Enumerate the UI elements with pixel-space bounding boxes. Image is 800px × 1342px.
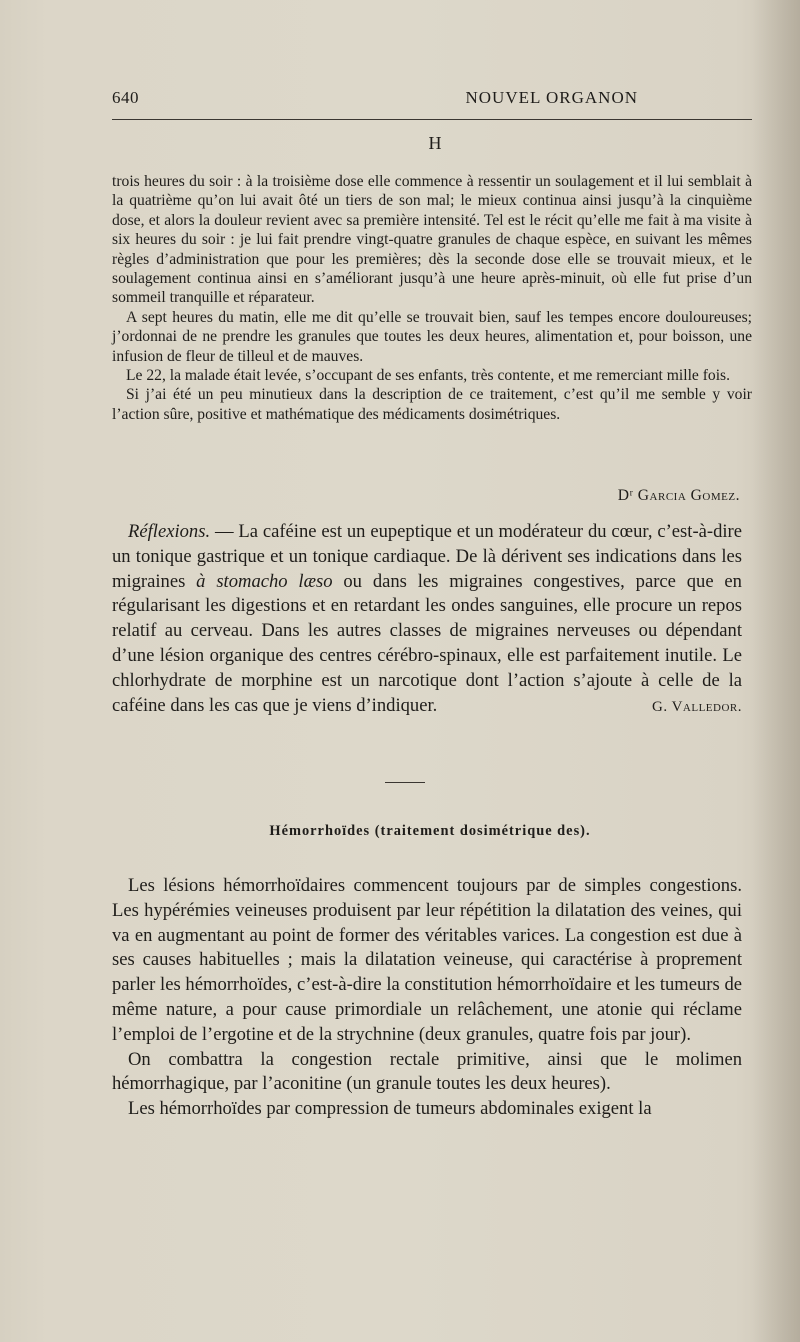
paragraph: Les hémorrhoïdes par compression de tumeurs abdominales exigent la [128, 1098, 652, 1120]
reflexions-signature [636, 694, 742, 720]
paragraph: trois heures du soir : à la troisième dose elle commence à ressentir un soulagement et il lui semblait à la quatrième qu’on lui avait ôté un tiers de son mal; le mieux continua ainsi jusqu’à la cinquième dose, et alors la douleur revient avec sa première intensité. Tel est le récit qu’elle me fait à ma visite à six heures du soir : je lui fait prendre vingt-quatre granules de chaque espèce, en suivant les mêmes règles d’administration que pour les premières; dès la seconde dose elle se trouvait mieux, et le soulagement continua ainsi en s’améliorant jusqu’à une heure après-minuit, où elle fut prise d’un sommeil tranquille et réparateur. [112, 173, 752, 307]
paragraph: On combattra la congestion rectale primitive, ainsi que le molimen hémorrhagique, par l’aconitine (un granule toutes les deux heures). [112, 1048, 742, 1095]
case-report-signature [112, 487, 740, 505]
running-title: NOUVEL ORGANON [465, 88, 638, 107]
paragraph: Le 22, la malade était levée, s’occupant de ses enfants, très contente, et me remerciant mille fois. [126, 367, 731, 385]
section-separator [385, 782, 425, 783]
paragraph: Les lésions hémorrhoïdaires commencent toujours par de simples congestions. Les hypérémies veineuses produisent par leur répétition la dilatation des veines, qui va en augmentant au point de former des véritables varices. La congestion est due à ses causes habituelles ; mais la dilatation veineuse, qui caractérise à proprement parler les hémorrhoïdes, c’est-à-dire la constitution hémorrhoïdaire et les tumeurs de même nature, a pour cause primordiale un relâchement, une atonie qui réclame l’emploi de l’ergotine et de la strychnine (deux granules, quatre fois par jour). [112, 875, 742, 1045]
reflexions-lead: Réflexions. [128, 521, 211, 542]
reflexions-paragraph [112, 520, 742, 718]
signature-prefix: Dʳ [617, 487, 634, 504]
section-body [112, 874, 742, 1122]
header-rule [112, 119, 752, 120]
reflexions-latin-phrase: à stomacho læso [196, 570, 333, 592]
section-letter: H [428, 133, 442, 153]
page-edge-shadow [752, 0, 800, 1342]
case-report-text [112, 172, 752, 424]
reflexions-text: — La caféine est un eupeptique et un modérateur du cœur, c’est-à-dire un tonique gastrique et un tonique cardiaque. De là dérivent ses indications dans les migraines [112, 521, 742, 592]
reflexions-signature-name: G. Valledor. [652, 698, 742, 715]
section-title: Hémorrhoïdes (traitement dosimétrique des). [269, 823, 591, 839]
reflexions-text-after: ou dans les migraines congestives, parce que en régularisant les digestions et en retardant les ondes sanguines, elle procure un repos relatif au cerveau. Dans les autres classes de migraines nerveuses ou dépendant d’une lésion organique des centres cérébro-spinaux, elle est parfaitement inutile. Le chlorhydrate de morphine est un narcotique dont l’action s’ajoute à celle de la caféine dans les cas que je viens d’indiquer. [112, 570, 742, 716]
paragraph: A sept heures du matin, elle me dit qu’elle se trouvait bien, sauf les tempes encore douloureuses; j’ordonnai de ne prendre les granules que toutes les deux heures, alimentation et, pour boisson, une infusion de fleur de tilleul et de mauves. [112, 308, 752, 365]
signature-name: Garcia Gomez. [637, 487, 740, 504]
page-header [112, 86, 752, 116]
reflexions-block [112, 520, 742, 719]
paragraph: Si j’ai été un peu minutieux dans la description de ce traitement, c’est qu’il me semble y voir l’action sûre, positive et mathématique des médicaments dosimétriques. [112, 386, 752, 423]
page-number: 640 [112, 88, 139, 107]
